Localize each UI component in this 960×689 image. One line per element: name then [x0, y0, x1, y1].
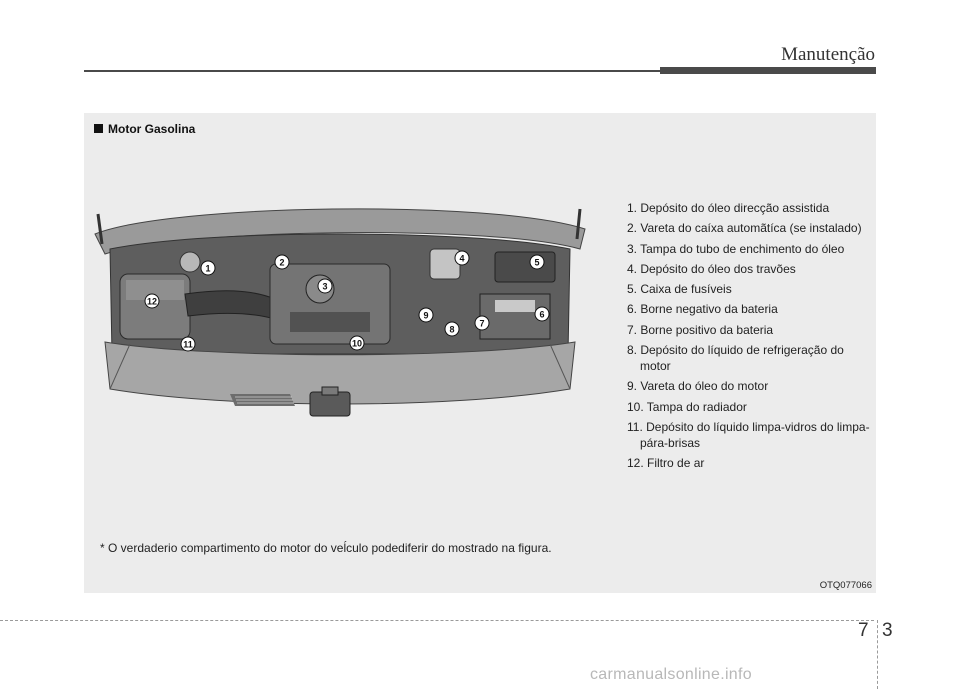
- legend-item: 10. Tampa do radiador: [627, 399, 747, 414]
- legend-item: 4. Depósito do óleo dos travões: [627, 261, 796, 276]
- legend-item: 12. Filtro de ar: [627, 456, 705, 471]
- section-title-text: Motor Gasolina: [108, 122, 196, 136]
- footer-dashed-divider: [877, 620, 878, 689]
- chapter-title: Manutenção: [781, 44, 875, 65]
- callout-3: [318, 279, 332, 293]
- svg-text:4: 4: [459, 253, 465, 264]
- engine-compartment-illustration: [90, 194, 590, 434]
- legend-item: 1. Depósito do óleo direcção assistida: [627, 201, 830, 215]
- legend-item: 5. Caixa de fusíveis: [627, 282, 732, 297]
- page-number: 3: [882, 620, 893, 641]
- callout-5: [530, 255, 544, 269]
- callout-12: [145, 294, 159, 308]
- svg-text:11: 11: [183, 339, 193, 350]
- callout-11: [181, 337, 195, 351]
- svg-text:12: 12: [146, 296, 158, 307]
- section-title: [94, 122, 195, 136]
- svg-text:6: 6: [539, 309, 545, 320]
- callout-1: [201, 261, 215, 275]
- parts-legend: [627, 200, 872, 476]
- svg-text:3: 3: [322, 281, 328, 292]
- callout-9: [419, 308, 433, 322]
- footer-dashed-rule: [0, 620, 874, 621]
- svg-text:10: 10: [351, 338, 363, 349]
- svg-text:8: 8: [449, 324, 455, 335]
- svg-text:1: 1: [205, 263, 211, 274]
- svg-text:9: 9: [423, 310, 429, 321]
- chapter-number: 7: [858, 620, 869, 641]
- callout-6: [535, 307, 549, 321]
- callout-8: [445, 322, 459, 336]
- callout-7: [475, 316, 489, 330]
- legend-item: 9. Vareta do óleo do motor: [627, 379, 769, 394]
- header-rule-accent: [660, 67, 876, 74]
- square-bullet-icon: [94, 124, 103, 133]
- callout-10: [350, 336, 364, 350]
- legend-item: 8. Depósito do líquido de refrigeração do motor: [627, 343, 844, 374]
- callout-4: [455, 251, 469, 265]
- svg-text:5: 5: [534, 257, 540, 268]
- legend-item: 6. Borne negativo da bateria: [627, 302, 778, 317]
- watermark: carmanualsonline.info: [590, 666, 752, 683]
- svg-text:2: 2: [279, 257, 285, 268]
- svg-text:7: 7: [479, 318, 485, 329]
- legend-item: 7. Borne positivo da bateria: [627, 322, 774, 337]
- callout-2: [275, 255, 289, 269]
- legend-item: 3. Tampa do tubo de enchimento do óleo: [627, 241, 845, 256]
- header-rule: [84, 70, 660, 72]
- legend-item: 2. Vareta do caíxa automãtíca (se instalado): [627, 221, 862, 236]
- legend-item: 11. Depósito do líquido limpa-vidros do limpa-pára-brisas: [627, 419, 870, 450]
- figure-footnote: * O verdaderio compartimento do motor do veĺculo podediferir do mostrado na figura.: [100, 541, 552, 555]
- figure-code: OTQ077066: [819, 580, 872, 591]
